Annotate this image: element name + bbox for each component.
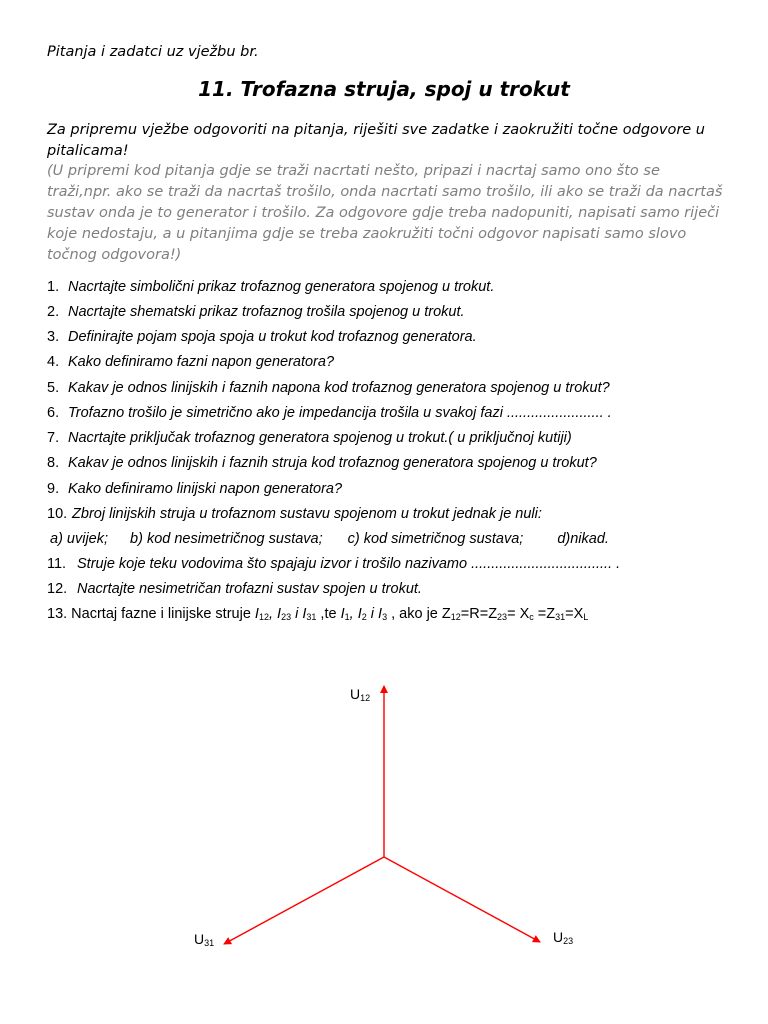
current-symbol: I: [277, 606, 282, 622]
subscript: c: [529, 612, 534, 622]
u31-phasor-arrow: [224, 857, 384, 944]
option-d: d)nikad.: [557, 531, 609, 547]
equals: =: [533, 606, 547, 622]
subscript: 23: [281, 612, 292, 622]
subscript: 12: [450, 612, 461, 622]
question-number: 7.: [47, 430, 60, 446]
question-text: Nacrtajte priključak trofaznog generatora spojenog u trokut.( u priključnoj kutiji): [68, 430, 572, 446]
equals: =R=: [460, 606, 489, 622]
question-number: 9.: [47, 481, 60, 497]
subscript: 31: [306, 612, 317, 622]
subscript: 1: [344, 612, 350, 622]
impedance-symbol: Z: [488, 606, 498, 622]
voltage-symbol: U: [350, 686, 361, 702]
impedance-symbol: Z: [546, 606, 556, 622]
question-text: Nacrtajte simbolični prikaz trofaznog generatora spojenog u trokut.: [68, 279, 495, 295]
option-c: c) kod simetričnog sustava;: [347, 531, 524, 547]
reactance-symbol: X: [573, 606, 584, 622]
instructions-note: (U pripremi kod pitanja gdje se traži nacrtati nešto, pripazi i nacrtaj samo ono što se traži,npr. ako se traži da nacrtaš trošilo, onda nacrtati samo trošilo, ili ako se traži da nacrtaš sustav onda je to generator i trošilo. Za odgovore gdje treba nadopuniti, napisati samo riječi koje nedostaju, a u pitanjima gdje se treba zaokružiti točni odgovor napisati samo slovo točnog odgovora!): [47, 163, 723, 263]
question-text: Struje koje teku vodovima što spajaju izvor i trošilo nazivamo ................................... .: [77, 556, 621, 572]
impedance-symbol: Z: [441, 606, 451, 622]
current-symbol: I: [357, 606, 362, 622]
question-number: 11.: [47, 556, 67, 572]
separator: , ako je: [387, 606, 442, 622]
u23-label: [553, 929, 573, 946]
separator: i: [366, 606, 379, 622]
current-symbol: I: [378, 606, 383, 622]
subscript: 12: [258, 612, 269, 622]
u23-phasor-arrow: [384, 857, 540, 942]
question-number: 3.: [47, 329, 60, 345]
question-text: Kako definiramo linijski napon generatora?: [68, 481, 343, 497]
separator: ,: [268, 606, 278, 622]
question-number: 5.: [47, 380, 60, 396]
question-text: Kakav je odnos linijskih i faznih napona kod trofaznog generatora spojenog u trokut?: [68, 380, 610, 396]
question-text: Nacrtajte shematski prikaz trofaznog trošila spojenog u trokut.: [68, 304, 465, 320]
header-line: Pitanja i zadatci uz vježbu br.: [47, 44, 259, 60]
question-text: Trofazno trošilo je simetrično ako je impedancija trošila u svakoj fazi ........................ .: [68, 405, 612, 421]
question-number: 4.: [47, 354, 60, 370]
subscript: 12: [360, 693, 371, 703]
equals: =: [507, 606, 520, 622]
voltage-symbol: U: [553, 929, 564, 945]
question-number: 12.: [47, 581, 68, 597]
question-number: 10.: [47, 506, 68, 522]
question-number: 2.: [47, 304, 60, 320]
reactance-symbol: X: [519, 606, 530, 622]
separator: ,te: [316, 606, 341, 622]
question-number: 8.: [47, 455, 60, 471]
instructions: Za pripremu vježbe odgovoriti na pitanja, riješiti sve zadatke i zaokružiti točne odgovore u pitalicama!: [47, 122, 705, 159]
separator: i: [291, 606, 303, 622]
subscript: 31: [555, 612, 566, 622]
question-text: Definirajte pojam spoja spoja u trokut kod trofaznog generatora.: [68, 329, 477, 345]
option-a: a) uvijek;: [50, 531, 109, 547]
subscript: 23: [563, 936, 574, 946]
subscript: L: [583, 612, 589, 622]
question-text: Zbroj linijskih struja u trofaznom sustavu spojenom u trokut jednak je nuli:: [68, 506, 542, 522]
separator: ,: [349, 606, 358, 622]
current-symbol: I: [254, 606, 259, 622]
subscript: 23: [497, 612, 508, 622]
u12-label: [350, 686, 370, 703]
subscript: 31: [204, 938, 215, 948]
subscript: 2: [361, 612, 367, 622]
page-title: 11. Trofazna struja, spoj u trokut: [198, 77, 570, 101]
question-text: Kakav je odnos linijskih i faznih struja kod trofaznog generatora spojenog u trokut?: [68, 455, 597, 471]
subscript: 3: [382, 612, 388, 622]
question-number: 1.: [47, 279, 60, 295]
question-text: Kako definiramo fazni napon generatora?: [68, 354, 335, 370]
current-symbol: I: [340, 606, 345, 622]
voltage-symbol: U: [194, 931, 205, 947]
question-text: Nacrtajte nesimetričan trofazni sustav spojen u trokut.: [77, 581, 422, 597]
option-b: b) kod nesimetričnog sustava;: [130, 531, 323, 547]
u31-label: [194, 931, 214, 948]
question-13-prefix: 13. Nacrtaj fazne i linijske struje: [47, 606, 255, 622]
question-number: 6.: [47, 405, 60, 421]
current-symbol: I: [302, 606, 307, 622]
equals: =: [565, 606, 574, 622]
